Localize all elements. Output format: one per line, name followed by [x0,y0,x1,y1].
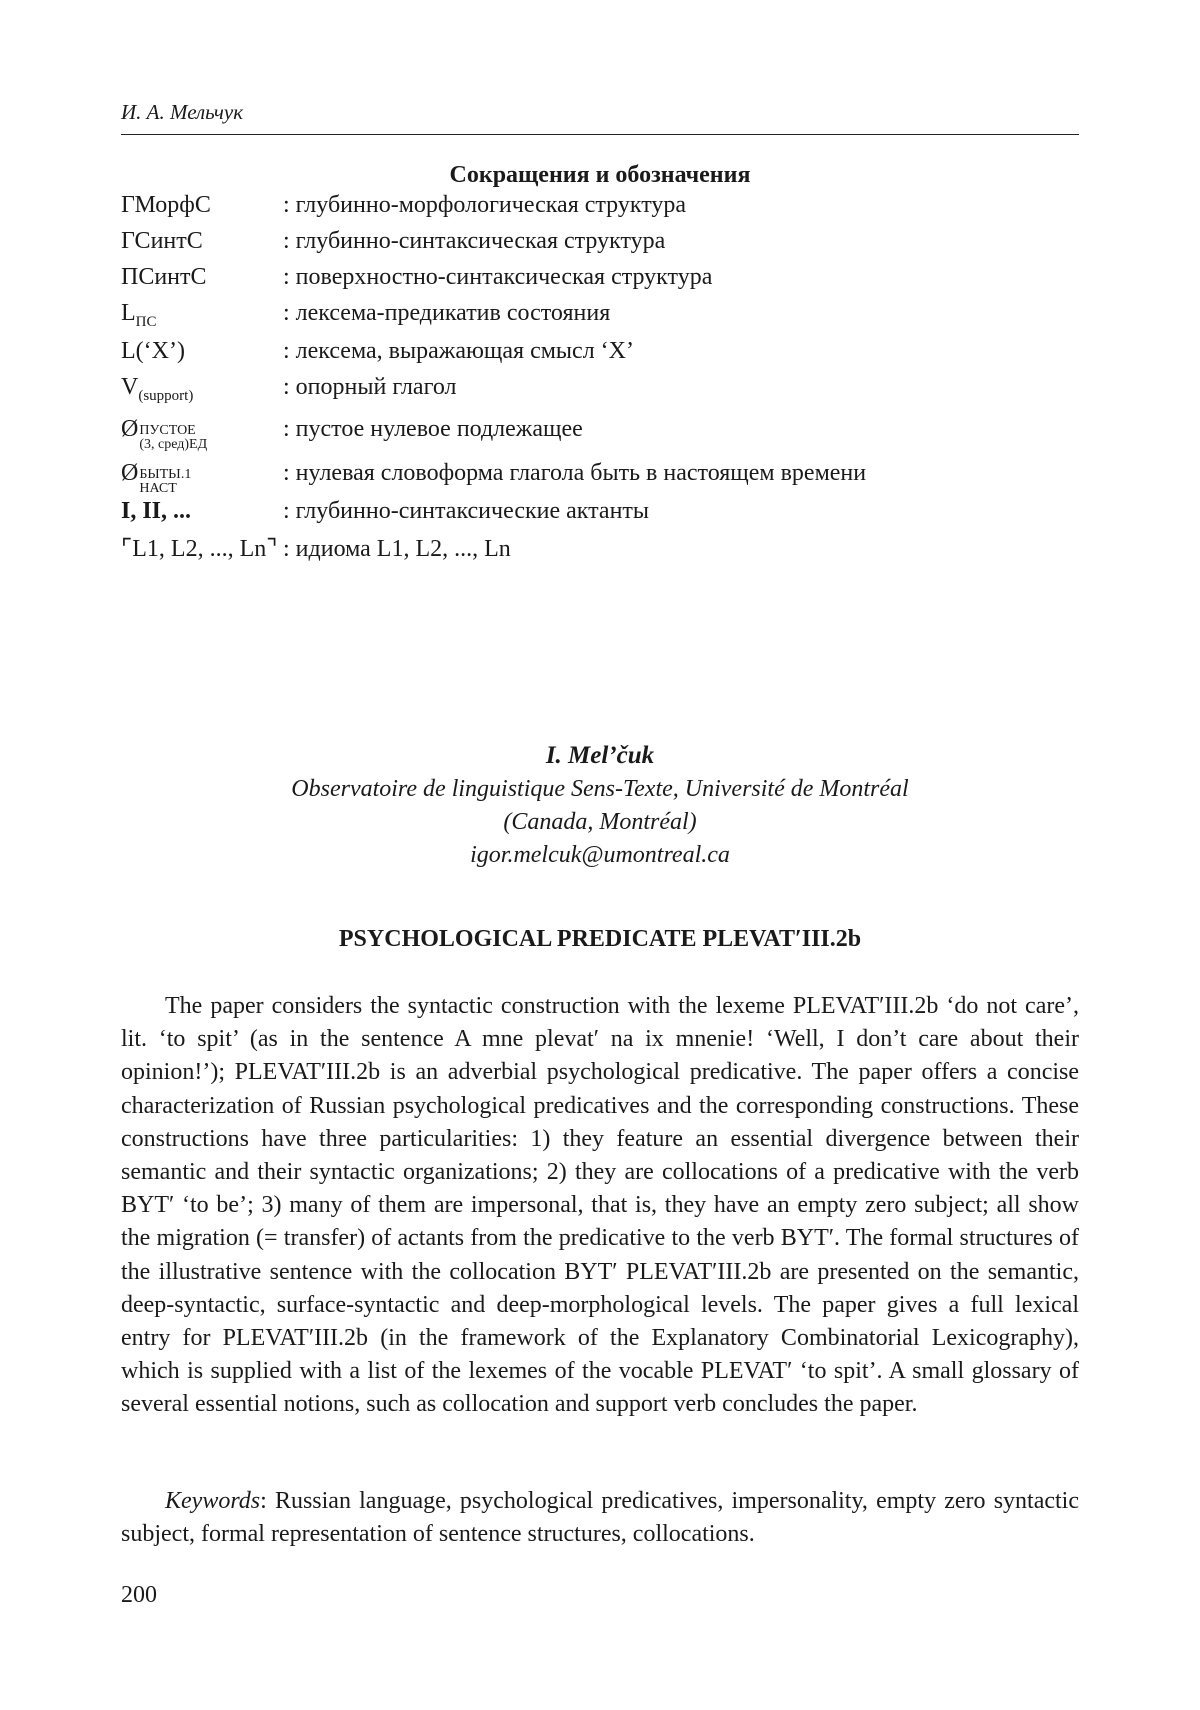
abbreviation-definition: : глубинно-морфологическая структура [283,192,687,218]
abbreviation-definition: : глубинно-синтаксические актанты [283,498,650,524]
abbreviation-definition: : лексема-предикатив состояния [283,300,611,326]
abbreviation-definition: : идиома L1, L2, ..., Ln [283,536,511,562]
abbreviation-definition: : лексема, выражающая смысл ‘X’ [283,338,634,364]
abbreviation-term: ⌜L1, L2, ..., Ln⌝ [121,536,278,562]
abbreviation-definition: : нулевая словоформа глагола быть в настоящем времени [283,460,867,486]
affiliation: Observatoire de linguistique Sens-Texte, Université de Montréal [291,776,909,802]
abbreviation-definition: : пустое нулевое подлежащее [283,416,583,442]
abbreviation-definition: : глубинно-синтаксическая структура [283,228,666,254]
abbreviation-term: $L_{ПС}$ [121,300,157,330]
keywords-label: Keywords [165,1488,261,1514]
running-head: И. А. Мельчук [121,100,244,124]
abbreviation-term: ГМорфС [121,192,211,218]
abstract-paragraph: The paper considers the syntactic construction with the lexeme PLEVAT′III.2b ‘do not care’, lit. ‘to spit’ (as in the sentence A mne plevat′ na ix mnenie! ‘Well, I don’t care about their opinion!’); PLEVAT′III.2b is an adverbial psychological predicative. The paper offers a concise characterization of Russian psychological predicatives and the corresponding constructions. These constructions have three particularities: 1) they feature an essential divergence between their semantic and their syntactic organizations; 2) they are collocations of a predicative with the verb BYT′ ‘to be’; 3) many of them are impersonal, that is, they have an empty zero subject; all show the migration (= transfer) of actants from the predicative to the verb BYT′. The formal structures of the illustrative sentence with the collocation BYT′ PLEVAT′III.2b are presented on the semantic, deep-syntactic, surface-syntactic and deep-morphological levels. The paper gives a full lexical entry for PLEVAT′III.2b (in the framework of the Explanatory Combinatorial Lexicography), which is supplied with a list of the lexemes of the vocable PLEVAT′ ‘to spit’. A small glossary of several essential notions, such as collocation and support verb concludes the paper. [121,993,1079,1418]
abbreviation-term: Ø ПУСТОЕ (3, сред)ЕД [121,416,208,452]
abbreviations-title: Сокращения и обозначения [449,162,751,188]
author-name: I. Mel’čuk [545,742,655,769]
abbreviation-definition: : опорный глагол [283,374,457,400]
abbreviation-term: Ø БЫТЬI.1 НАСТ [121,460,192,496]
keywords-paragraph: Keywords: Russian language, psychological predicatives, impersonality, empty zero syntactic subject, formal representation of sentence structures, collocations. [121,1488,1079,1547]
page-number: 200 [121,1582,157,1608]
affiliation-location: (Canada, Montréal) [503,809,697,835]
paper-title: PSYCHOLOGICAL PREDICATE PLEVAT′III.2b [338,926,862,952]
abbreviation-term: L(‘X’) [121,338,185,364]
abbreviation-term: $V_{(support)}$ [121,374,194,404]
header-rule [121,134,1079,135]
author-email: igor.melcuk@umontreal.ca [470,842,730,868]
abbreviation-term: ПСинтС [121,264,207,290]
abbreviation-term: ГСинтС [121,228,203,254]
keywords-text: Russian language, psychological predicatives, impersonality, empty zero syntactic subject, formal representation of sentence structures, collocations. [121,1488,1079,1547]
abbreviation-definition: : поверхностно-синтаксическая структура [283,264,713,290]
abbreviation-term: I, II, ... [121,498,192,524]
